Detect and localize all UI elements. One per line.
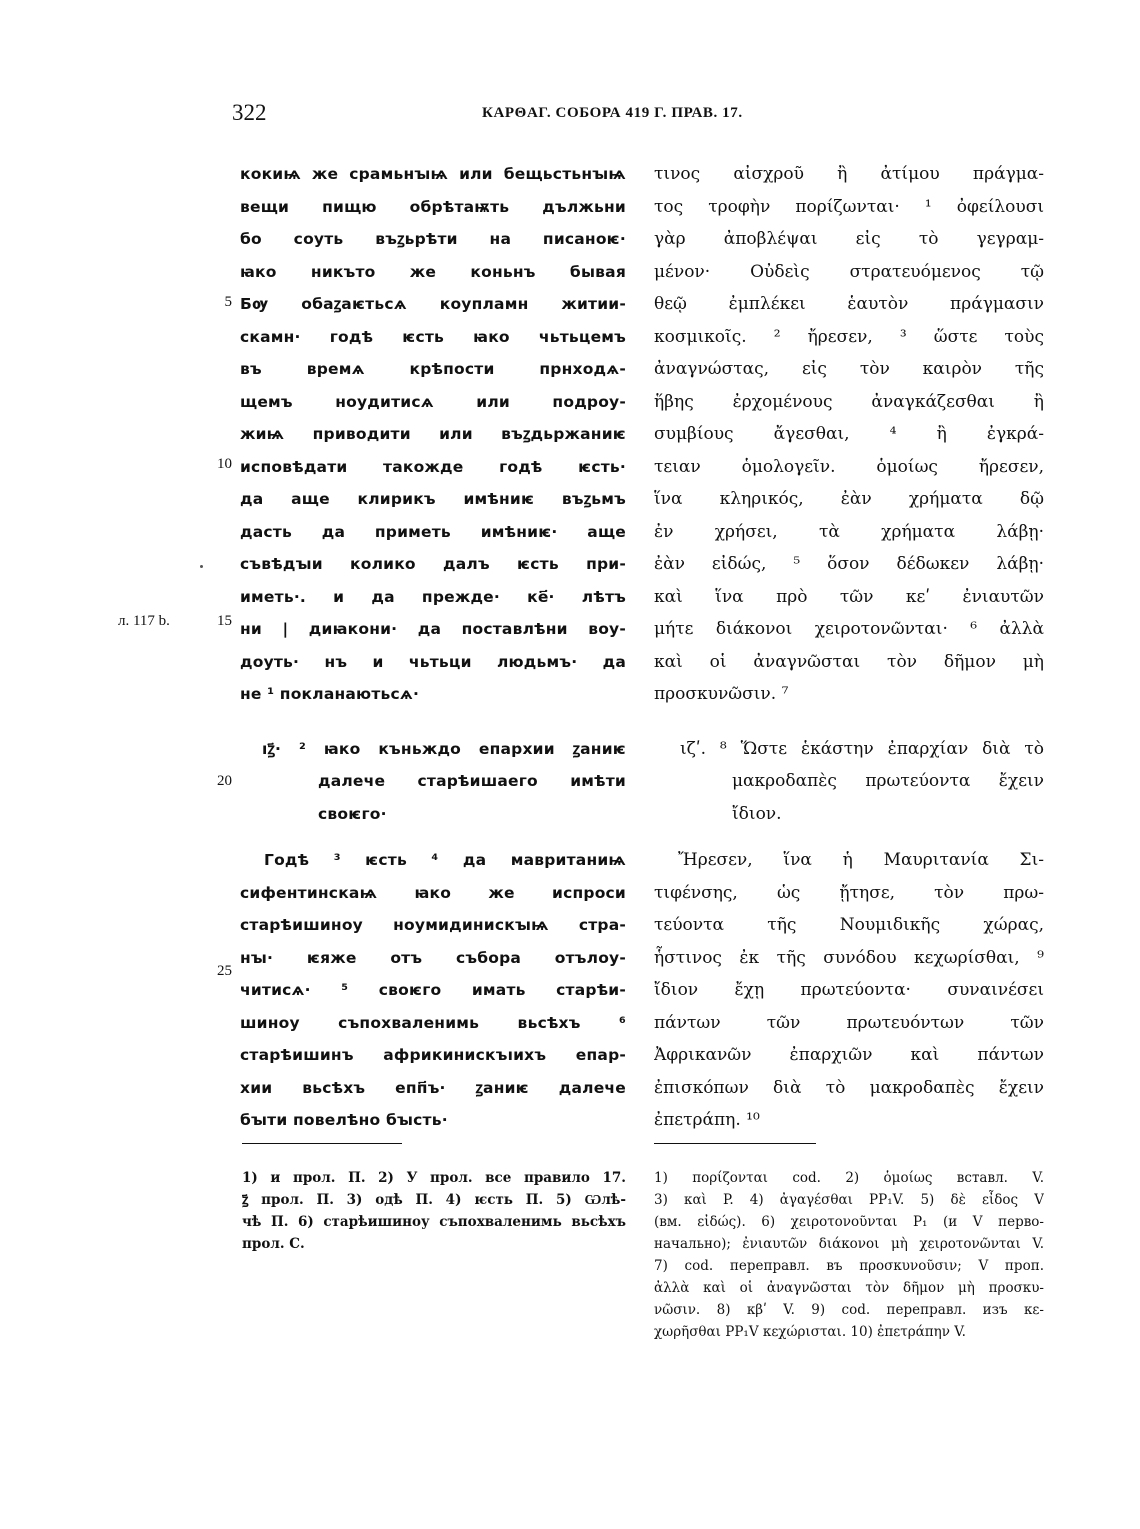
slavonic-text-block-a	[240, 158, 626, 711]
text-line: ἐὰν εἰδώς, ⁵ ὅσον δέδωκεν λάβῃ·	[654, 554, 1044, 574]
slavonic-footnotes	[242, 1167, 626, 1255]
greek-footnotes	[654, 1167, 1044, 1343]
text-line: щемъ ноудитисѧ или подроу-	[240, 392, 626, 411]
text-line: μένον· Οὐδεὶς στρατευόμενος τῷ	[654, 261, 1044, 282]
text-line: τεύοντα τῆς Νουμιδικῆς χώρας,	[654, 915, 1044, 935]
text-line: вещи пищю обрѣтаѭть дължьни	[240, 197, 626, 216]
text-line: τιφένσης, ὡς ᾔτησε, τὸν πρω-	[654, 882, 1044, 903]
text-line: ꙗко никъто же коньнъ бывая	[240, 262, 626, 281]
greek-text-block-a	[654, 158, 1044, 711]
text-line: хии вьсѣхъ епп҃ъ· ꙁаниѥ далече	[240, 1078, 626, 1097]
footnote-line: χωρῆσθαι PP₁V κεχώρισται. 10) ἐπετράπην V.	[654, 1324, 966, 1340]
text-line: читисѧ· ⁵ своѥго имать старѣи-	[240, 981, 626, 999]
text-line: не ¹ покланаютьсѧ·	[240, 685, 420, 703]
text-line: кокиѩ же срамьнꙑѩ или бещьстьнꙑѩ	[240, 165, 626, 183]
footnote-line: ꙁ҃ прол. П. 3) одѣ П. 4) ѥсть П. 5) Ѡлѣ-	[242, 1192, 626, 1208]
text-line: ἀναγνώστας, εἰς τὸν καιρὸν τῆς	[654, 359, 1044, 379]
text-line: καὶ ἵνα πρὸ τῶν κεʹ ἐνιαυτῶν	[654, 586, 1044, 607]
text-line: старѣишиноу ноумидинискꙑѩ стра-	[240, 916, 626, 934]
heading-line: ıꙁ҃· ² ꙗко къньждо епархии ꙁаниѥ	[262, 739, 626, 758]
text-line: κοσμικοῖς. ² ἤρεσεν, ³ ὥστε τοὺς	[654, 326, 1044, 347]
text-line: доуть· нъ и чьтьци людьмъ· да	[240, 652, 626, 671]
text-line: шиноу съпохваленимь вьсѣхъ ⁶	[240, 1013, 626, 1032]
manuscript-folio-ref: л. 117 b.	[118, 613, 170, 629]
text-line: жиѩ приводити или въꙁдьржаниѥ	[240, 425, 626, 443]
text-line: исповѣдати такожде годѣ ѥсть·	[240, 457, 626, 476]
text-line: ἧστινος ἐκ τῆς συνόδου κεχωρίσθαι, ⁹	[654, 947, 1044, 968]
footnote-line: ἀλλὰ καὶ οἱ ἀναγνῶσται τὸν δῆμον μὴ προσκυ-	[654, 1280, 1044, 1296]
text-line: ἵνα κληρικός, ἐὰν χρήματα δῷ	[654, 489, 1044, 509]
page-number: 322	[232, 100, 267, 125]
heading-line: ιζʹ. ⁸ Ὥστε ἑκάστην ἐπαρχίαν διὰ τὸ	[680, 738, 1044, 759]
text-line: съвѣдꙑи колико далъ ѥсть при-	[240, 555, 626, 573]
slavonic-canon-heading	[262, 733, 626, 831]
heading-line: μακροδαπὲς πρωτεύοντα ἔχειν	[732, 771, 1044, 791]
text-line: нꙑ· ѥяже отъ събора отълоу-	[240, 948, 626, 967]
slavonic-text-block-b	[240, 844, 626, 1137]
text-line: θεῷ ἐμπλέκει ἑαυτὸν πράγμασιν	[654, 294, 1044, 314]
heading-line: далече старѣишаего имѣти	[318, 772, 626, 790]
footnote-line: чѣ П. 6) старѣишиноу съпохваленимь вьсѣхъ	[242, 1214, 626, 1230]
text-line: скамн· годѣ ѥсть ꙗко чьтьцемъ	[240, 327, 626, 346]
text-line: Бѹ обаꙁаѥтьсѧ коупламн житии-	[240, 295, 626, 313]
footnote-line: начально); ἐνιαυτῶν διάκονοι μὴ χειροτονῶνται V.	[654, 1236, 1044, 1252]
line-number: 15	[217, 613, 232, 629]
text-line: ἥβης ἐρχομένους ἀναγκάζεσθαι ἢ	[654, 391, 1044, 412]
text-line: иметь·. и да прежде· ке҃· лѣтъ	[240, 587, 626, 606]
footnote-line: прол. С.	[242, 1236, 305, 1252]
line-number: 25	[217, 963, 232, 979]
text-line: μήτε διάκονοι χειροτονῶνται· ⁶ ἀλλὰ	[654, 619, 1044, 639]
footnote-line: 1) и прол. П. 2) У прол. все правило 17.	[242, 1170, 626, 1186]
text-line: καὶ οἱ ἀναγνῶσται τὸν δῆμον μὴ	[654, 651, 1044, 672]
text-line: πάντων τῶν πρωτευόντων τῶν	[654, 1012, 1044, 1033]
text-line: Годѣ ³ ѥсть ⁴ да мавританиѩ	[264, 851, 626, 869]
text-line: Ἀφρικανῶν ἐπαρχιῶν καὶ πάντων	[654, 1045, 1044, 1065]
running-title: КАРΘАГ. СОБОРА 419 Г. ПРАВ. 17.	[482, 105, 743, 121]
line-number: 10	[217, 456, 232, 472]
heading-line: ἴδιον.	[732, 803, 782, 824]
heading-line: своѥго·	[318, 804, 387, 823]
text-line: γὰρ ἀποβλέψαι εἰς τὸ γεγραμ-	[654, 229, 1044, 249]
text-line: τινος αἰσχροῦ ἢ ἀτίμου πράγμα-	[654, 164, 1044, 184]
footnote-line: 1) πορίζονται cod. 2) ὁμοίως вставл. V.	[654, 1170, 1044, 1186]
text-line: Ἤρεσεν, ἵνα ἡ Μαυριτανία Σι-	[678, 850, 1044, 870]
text-line: προσκυνῶσιν. ⁷	[654, 684, 789, 704]
text-line: ни | диꙗкони· да поставлѣни воу-	[240, 620, 626, 638]
text-line: да аще клирикъ имѣниѥ въꙁьмъ	[240, 490, 626, 508]
text-line: τος τροφὴν πορίζωνται· ¹ ὀφείλουσι	[654, 196, 1044, 217]
line-number: 5	[224, 294, 232, 310]
text-line: бо соуть въꙁьрѣти на писаноѥ·	[240, 230, 626, 248]
text-line: въ времѧ крѣпости прнходѧ-	[240, 360, 626, 378]
text-line: старѣишинъ африкинискъıихъ епар-	[240, 1046, 626, 1064]
print-speck	[200, 565, 203, 568]
text-line: ἐν χρήσει, τὰ χρήματα λάβῃ·	[654, 521, 1044, 542]
footnote-rule-right	[654, 1143, 816, 1144]
footnote-line: 3) καὶ P. 4) ἀγαγέσθαι PP₁V. 5) δὲ εἶδος V	[654, 1192, 1044, 1208]
footnote-line: νῶσιν. 8) κβʹ V. 9) cod. переправл. изъ κε-	[654, 1302, 1044, 1318]
text-line: ἐπισκόπων διὰ τὸ μακροδαπὲς ἔχειν	[654, 1077, 1044, 1098]
text-line: συμβίους ἄγεσθαι, ⁴ ἢ ἐγκρά-	[654, 424, 1044, 444]
line-number: 20	[217, 773, 232, 789]
greek-column	[654, 158, 1044, 1137]
text-line: дасть да приметь имѣниѥ· аще	[240, 522, 626, 541]
text-line: сифентинскаѩ ꙗко же испроси	[240, 883, 626, 902]
text-line: τειαν ὁμολογεῖν. ὁμοίως ἤρεσεν,	[654, 456, 1044, 477]
text-line: бꙑти повелѣно бꙑсть·	[240, 1111, 448, 1129]
greek-canon-heading	[680, 733, 1044, 831]
footnote-rule-left	[242, 1143, 402, 1144]
footnote-line: (вм. εἰδώς). 6) χειροτονοῦνται P₁ (и V перво-	[654, 1214, 1044, 1230]
footnote-line: 7) cod. переправл. въ προσκυνοῦσιν; V проп.	[654, 1258, 1044, 1274]
text-line: ἴδιον ἔχῃ πρωτεύοντα· συναινέσει	[654, 980, 1044, 1000]
greek-text-block-b	[654, 844, 1044, 1137]
text-line: ἐπετράπη. ¹⁰	[654, 1110, 760, 1130]
slavonic-column	[240, 158, 626, 1137]
